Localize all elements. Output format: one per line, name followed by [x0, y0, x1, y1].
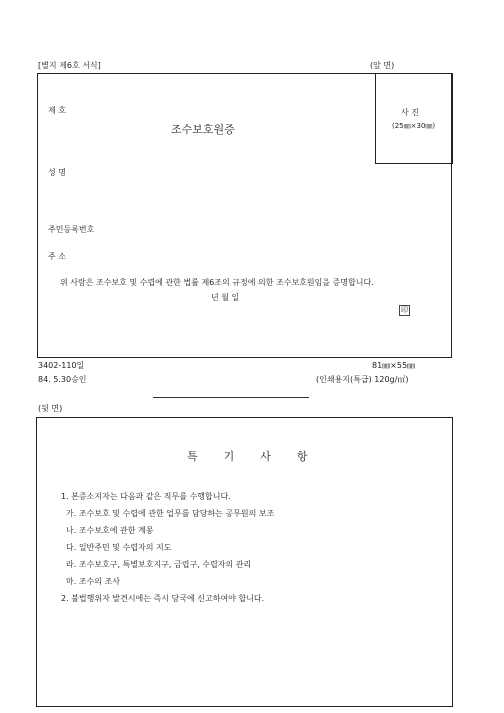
- approval-date: 84. 5.30승인: [38, 375, 87, 384]
- seal-mark: 印: [401, 306, 408, 314]
- form-number: 3402-110일: [38, 361, 85, 370]
- special-notes-heading: 특기사항: [187, 450, 334, 463]
- photo-box: [375, 73, 453, 164]
- back-item-da: 다. 일반주민 및 수렵자의 지도: [66, 543, 172, 552]
- back-card: [36, 417, 453, 707]
- back-item-2: 2. 불법행위자 발견시에는 즉시 당국에 신고하여야 합니다.: [61, 594, 265, 603]
- date-text: 년 월 일: [211, 293, 240, 302]
- photo-label: 사 진: [401, 108, 419, 117]
- paper-spec: (인쇄용지(특급) 120g/㎡): [316, 375, 409, 384]
- back-item-na: 나. 조수보호에 관한 계몽: [66, 526, 154, 535]
- photo-size: (25㎜×30㎜): [392, 122, 436, 130]
- card-title: 조수보호원증: [171, 123, 235, 136]
- back-side-label: (뒷 면): [38, 404, 63, 413]
- certify-text: 위 사람은 조수보호 및 수렵에 관한 법률 제6조의 규정에 의한 조수보호원임을 증명합니다.: [60, 278, 374, 287]
- back-item-ga: 가. 조수보호 및 수렵에 관한 업무를 담당하는 공무원의 보조: [66, 509, 275, 518]
- front-side-label: (앞 면): [370, 61, 395, 70]
- card-size: 81㎜×55㎜: [372, 361, 416, 370]
- name-label: 성 명: [48, 168, 66, 177]
- id-number-label: 주민등록번호: [48, 225, 95, 234]
- back-item-ma: 마. 조수의 조사: [66, 577, 120, 586]
- front-card: [37, 73, 452, 358]
- back-item-1: 1. 본증소지자는 다음과 같은 직무를 수행합니다.: [61, 492, 231, 501]
- divider-line: [153, 397, 309, 398]
- form-label: [별지 제6호 서식]: [38, 61, 101, 70]
- back-item-ra: 라. 조수보호구, 특별보호지구, 금렵구, 수렵자의 관리: [66, 560, 252, 569]
- number-label: 제 호: [48, 106, 66, 115]
- address-label: 주 소: [48, 252, 66, 261]
